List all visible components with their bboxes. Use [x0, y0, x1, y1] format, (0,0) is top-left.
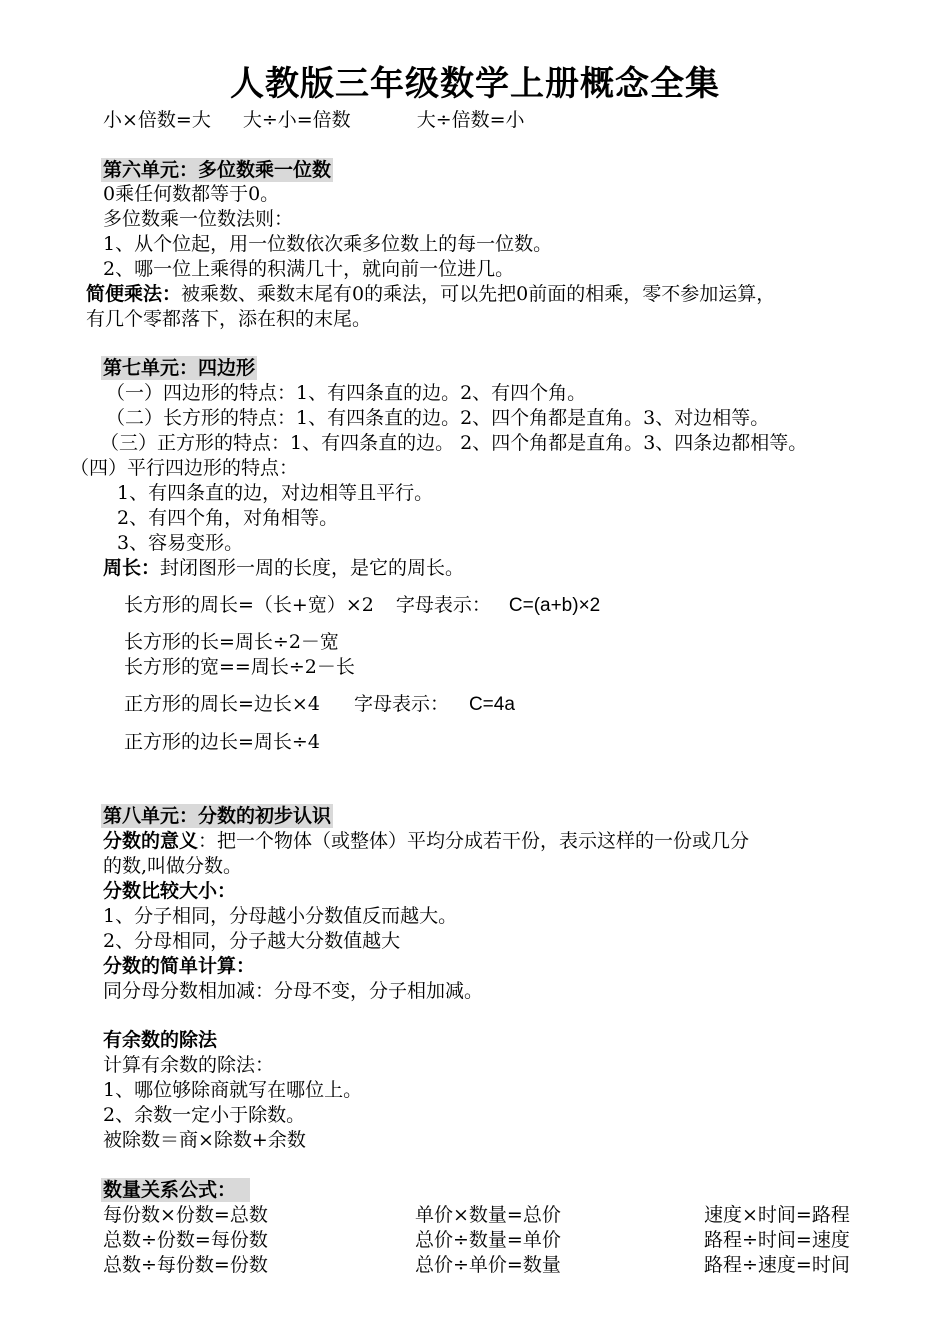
- relations-r3-c1: 总数÷每份数=份数: [103, 1254, 268, 1276]
- fraction-calc-label: 分数的简单计算：: [103, 955, 256, 977]
- simple-multiplication: [86, 282, 775, 307]
- unit7-heading: 第七单元：四边形: [103, 357, 256, 379]
- rect-length-formula: 长方形的长=周长÷2－宽: [124, 631, 339, 653]
- square-side-formula: 正方形的边长=周长÷4: [124, 731, 320, 753]
- simple-multiplication-text: 被乘数、乘数末尾有0的乘法，可以先把0前面的相乘，零不参加运算，: [181, 283, 776, 305]
- relations-r3-c2: 总价÷单价=数量: [415, 1254, 561, 1276]
- intro-line: [103, 108, 525, 133]
- unit7-line-4: （四）平行四边形的特点：: [70, 457, 299, 479]
- page-title: 人教版三年级数学上册概念全集: [230, 64, 720, 104]
- square-perimeter-text: 正方形的周长=边长×4: [124, 693, 320, 715]
- unit6-line-3: 1、从个位起，用一位数依次乘多位数上的每一位数。: [103, 233, 553, 255]
- remainder-line-1: 计算有余数的除法：: [103, 1054, 275, 1076]
- fraction-compare-2: 2、分母相同，分子越大分数值越大: [103, 930, 401, 952]
- fraction-meaning: [103, 829, 749, 854]
- relations-r2-c1: 总数÷份数=每份数: [103, 1229, 268, 1251]
- remainder-line-2: 1、哪位够除商就写在哪位上。: [103, 1079, 363, 1101]
- fraction-calc-text: 同分母分数相加减：分母不变，分子相加减。: [103, 980, 484, 1002]
- square-perimeter-formula: [124, 692, 515, 717]
- square-letter-formula: C=4a: [468, 694, 515, 715]
- unit6-line-4: 2、哪一位上乘得的积满几十，就向前一位进几。: [103, 258, 515, 280]
- unit7-line-3: （三）正方形的特点：1、有四条直的边。 2、四个角都是直角。3、四条边都相等。: [100, 432, 808, 454]
- rect-width-formula: 长方形的宽==周长÷2－长: [124, 656, 355, 678]
- intro-formula-a: 小×倍数=大: [103, 109, 211, 131]
- rect-letter-formula: C=(a+b)×2: [508, 595, 601, 616]
- intro-formula-b: 大÷小=倍数: [242, 109, 351, 131]
- relations-r2-c3: 路程÷时间=速度: [704, 1229, 850, 1251]
- remainder-heading: 有余数的除法: [103, 1029, 218, 1051]
- fraction-compare-1: 1、分子相同，分母越小分数值反而越大。: [103, 905, 458, 927]
- fraction-meaning-cont: 的数,叫做分数。: [103, 855, 243, 877]
- perimeter-definition: [103, 556, 464, 581]
- relations-r2-c2: 总价÷数量=单价: [415, 1229, 561, 1251]
- rect-letter-label: 字母表示：: [395, 594, 491, 616]
- unit6-line-2: 多位数乘一位数法则：: [103, 208, 294, 230]
- unit7-line-7: 3、容易变形。: [117, 532, 244, 554]
- unit7-line-5: 1、有四条直的边，对边相等且平行。: [117, 482, 434, 504]
- perimeter-label: 周长：: [103, 557, 161, 579]
- unit7-line-1: （一）四边形的特点：1、有四条直的边。2、有四个角。: [106, 382, 587, 404]
- unit6-line-1: 0乘任何数都等于0。: [103, 183, 280, 205]
- unit7-line-2: （二）长方形的特点：1、有四条直的边。2、四个角都是直角。3、对边相等。: [106, 407, 770, 429]
- square-letter-label: 字母表示：: [353, 693, 449, 715]
- relations-r1-c2: 单价×数量=总价: [415, 1204, 561, 1226]
- relations-r1-c1: 每份数×份数=总数: [103, 1204, 268, 1226]
- simple-multiplication-label: 简便乘法：: [86, 283, 182, 305]
- relations-r3-c3: 路程÷速度=时间: [704, 1254, 850, 1276]
- fraction-compare-label: 分数比较大小：: [103, 880, 237, 902]
- intro-formula-c: 大÷倍数=小: [416, 109, 525, 131]
- remainder-line-3: 2、余数一定小于除数。: [103, 1104, 306, 1126]
- unit8-heading: 第八单元：分数的初步认识: [103, 805, 332, 827]
- unit6-heading: 第六单元：多位数乘一位数: [103, 159, 332, 181]
- simple-multiplication-cont: 有几个零都落下，添在积的末尾。: [86, 308, 372, 330]
- relations-heading: 数量关系公式：: [101, 1178, 250, 1202]
- rect-perimeter-formula: [124, 593, 600, 618]
- perimeter-text: 封闭图形一周的长度，是它的周长。: [160, 557, 465, 579]
- remainder-line-4: 被除数＝商×除数+余数: [103, 1129, 306, 1151]
- fraction-meaning-text: ：把一个物体（或整体）平均分成若干份，表示这样的一份或几分: [198, 830, 750, 852]
- unit7-line-6: 2、有四个角，对角相等。: [117, 507, 339, 529]
- fraction-meaning-label: 分数的意义: [103, 830, 199, 852]
- relations-r1-c3: 速度×时间=路程: [704, 1204, 850, 1226]
- rect-perimeter-text: 长方形的周长=（长+宽）×2: [124, 594, 374, 616]
